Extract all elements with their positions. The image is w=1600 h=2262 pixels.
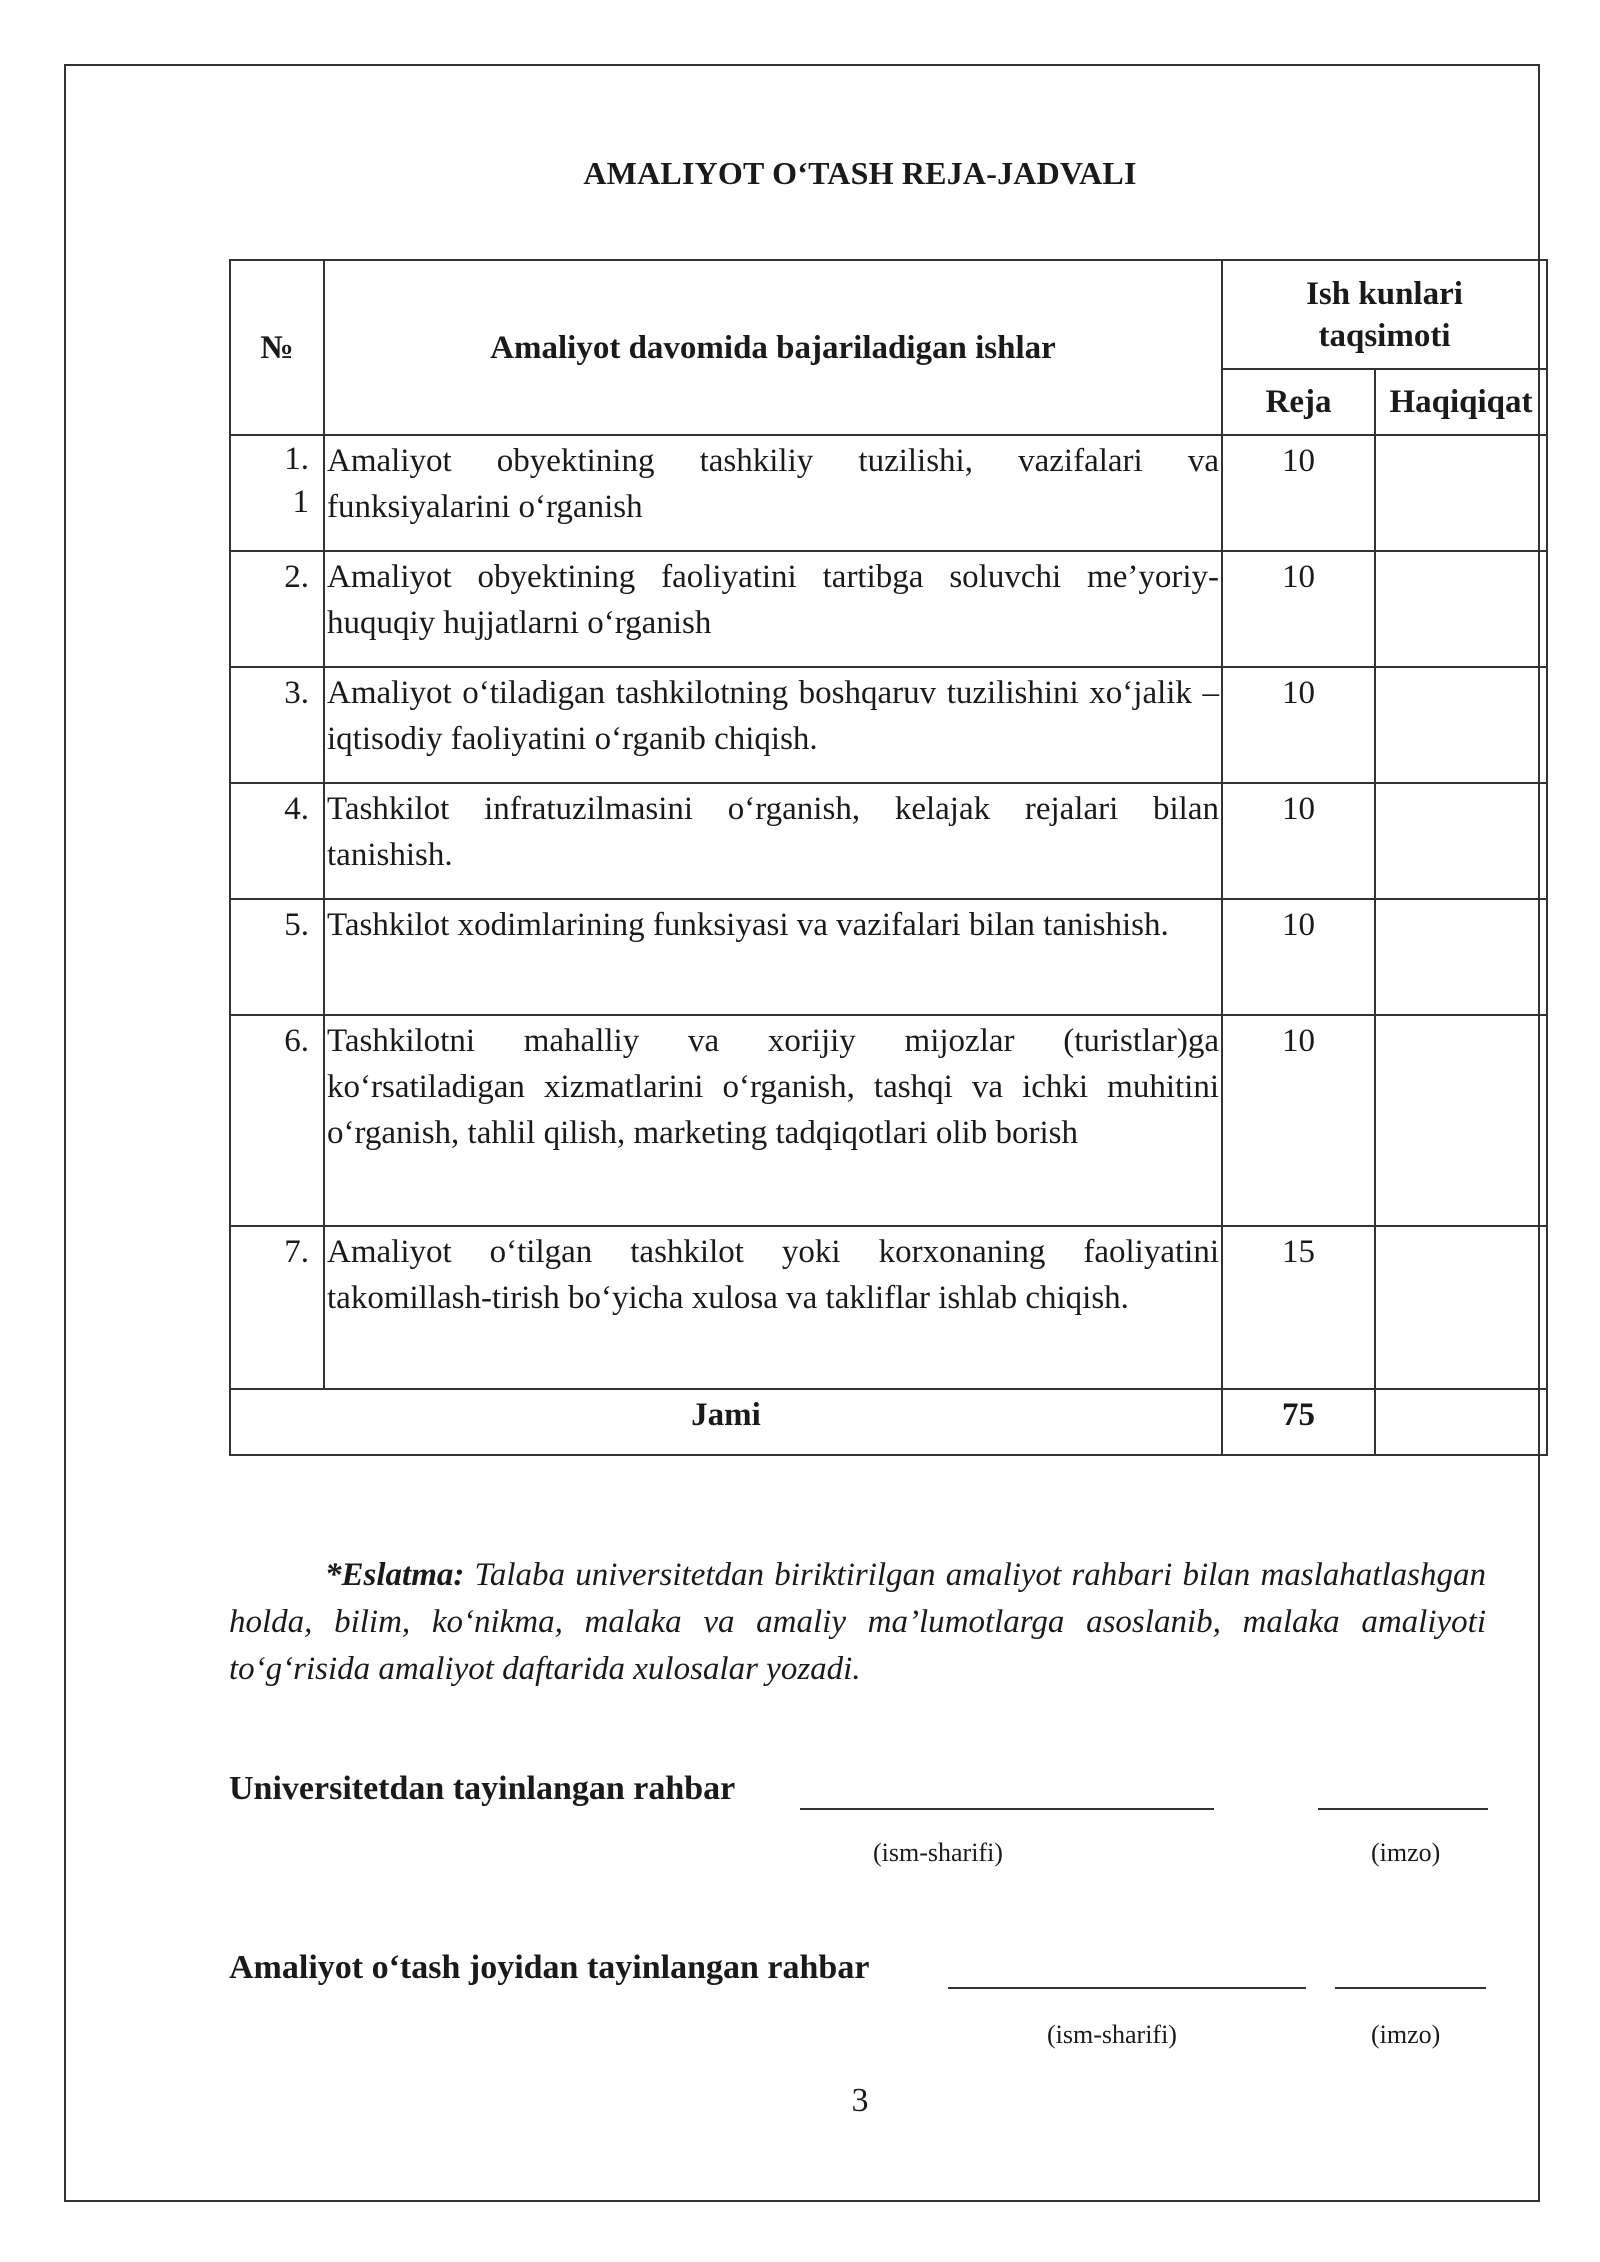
row-actual xyxy=(1375,1015,1547,1226)
table-row xyxy=(230,1015,1547,1226)
total-label: Jami xyxy=(230,1389,1222,1455)
signature-name-line-workplace xyxy=(948,1987,1306,1989)
row-number: 3. xyxy=(230,667,324,783)
row-work: Amaliyot o‘tilgan tashkilot yoki korxonaning faoliyatini takomillash-tirish bo‘yicha xulosa va takliflar ishlab chiqish. xyxy=(324,1226,1222,1389)
signature-sign-line-university xyxy=(1318,1808,1488,1810)
header-days: Ish kunlari taqsimoti xyxy=(1222,260,1547,369)
row-actual xyxy=(1375,899,1547,1015)
total-plan: 75 xyxy=(1222,1389,1375,1455)
row-work: Tashkilot infratuzilmasini o‘rganish, kelajak rejalari bilan tanishish. xyxy=(324,783,1222,899)
note-text: Talaba universitetdan biriktirilgan amaliyot rahbari bilan maslahatlashgan holda, bilim, ko‘nikma, malaka va amaliy ma’lumotlarga asoslanib, malaka amaliyoti to‘g‘risida amaliyot daftarida xulosalar yozadi. xyxy=(229,1557,1486,1687)
row-number: 6. xyxy=(230,1015,324,1226)
header-actual: Haqiqiqat xyxy=(1375,369,1547,435)
row-number: 1. 1 xyxy=(230,435,324,551)
row-work: Amaliyot obyektining tashkiliy tuzilishi, vazifalari va funksiyalarini o‘rganish xyxy=(324,435,1222,551)
row-actual xyxy=(1375,783,1547,899)
header-number: № xyxy=(230,260,324,435)
note-label: *Eslatma: xyxy=(325,1557,465,1593)
signature-label-workplace: Amaliyot o‘tash joyidan tayinlangan rahbar xyxy=(229,1949,870,1986)
sign-hint-workplace: (imzo) xyxy=(1371,2020,1441,2049)
row-plan: 15 xyxy=(1222,1226,1375,1389)
table-row xyxy=(230,1226,1547,1389)
signature-label-university: Universitetdan tayinlangan rahbar xyxy=(229,1770,736,1807)
row-work: Amaliyot o‘tiladigan tashkilotning boshqaruv tuzilishini xo‘jalik –iqtisodiy faoliyatini o‘rganib chiqish. xyxy=(324,667,1222,783)
table-row xyxy=(230,551,1547,667)
row-plan: 10 xyxy=(1222,783,1375,899)
row-plan: 10 xyxy=(1222,667,1375,783)
row-actual xyxy=(1375,551,1547,667)
row-work: Tashkilotni mahalliy va xorijiy mijozlar (turistlar)ga ko‘rsatiladigan xizmatlarini o‘rganish, tashqi va ichki muhitini o‘rganish, tahlil qilish, marketing tadqiqotlari olib borish xyxy=(324,1015,1222,1226)
row-work: Amaliyot obyektining faoliyatini tartibga soluvchi me’yoriy-huquqiy hujjatlarni o‘rganish xyxy=(324,551,1222,667)
row-work: Tashkilot xodimlarining funksiyasi va vazifalari bilan tanishish. xyxy=(324,899,1222,1015)
signature-sign-line-workplace xyxy=(1335,1987,1486,1989)
table-row xyxy=(230,899,1547,1015)
row-actual xyxy=(1375,435,1547,551)
table-row xyxy=(230,667,1547,783)
page-title: AMALIYOT O‘TASH REJA-JADVALI xyxy=(583,155,1137,191)
page-number: 3 xyxy=(851,2082,869,2119)
header-work: Amaliyot davomida bajariladigan ishlar xyxy=(324,260,1222,435)
row-plan: 10 xyxy=(1222,551,1375,667)
table-row xyxy=(230,783,1547,899)
row-plan: 10 xyxy=(1222,1015,1375,1226)
row-plan: 10 xyxy=(1222,899,1375,1015)
header-plan: Reja xyxy=(1222,369,1375,435)
name-hint-university: (ism-sharifi) xyxy=(873,1838,1003,1867)
plan-table xyxy=(229,259,1548,1456)
row-actual xyxy=(1375,1226,1547,1389)
row-plan: 10 xyxy=(1222,435,1375,551)
row-number: 7. xyxy=(230,1226,324,1389)
row-number: 2. xyxy=(230,551,324,667)
total-actual xyxy=(1375,1389,1547,1455)
row-number: 5. xyxy=(230,899,324,1015)
row-actual xyxy=(1375,667,1547,783)
note-paragraph xyxy=(229,1552,1486,1693)
signature-name-line-university xyxy=(800,1808,1214,1810)
table-row xyxy=(230,435,1547,551)
sign-hint-university: (imzo) xyxy=(1371,1838,1441,1867)
total-row xyxy=(230,1389,1547,1455)
row-number: 4. xyxy=(230,783,324,899)
name-hint-workplace: (ism-sharifi) xyxy=(1047,2020,1177,2049)
